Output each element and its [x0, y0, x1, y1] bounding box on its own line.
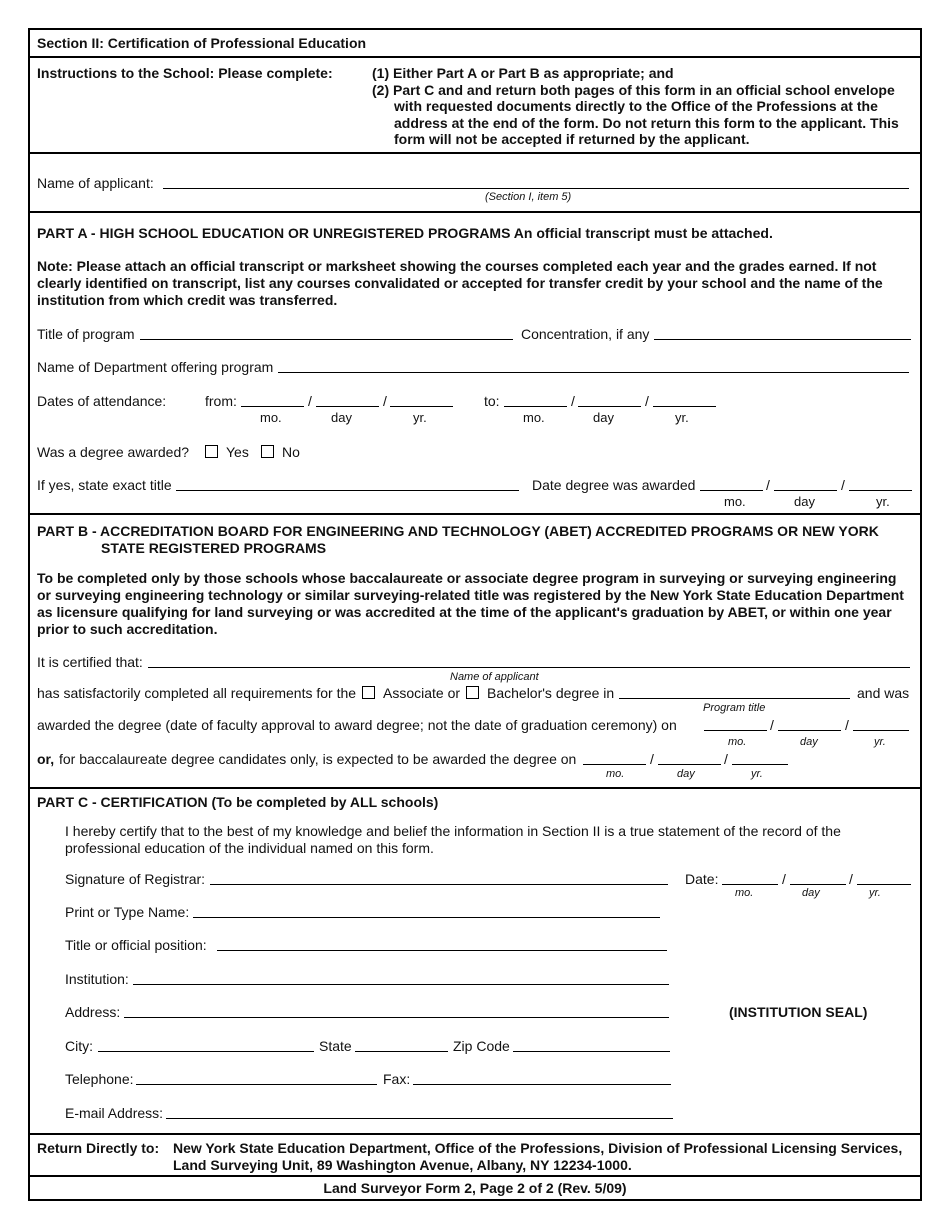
- state-label: State: [319, 1038, 352, 1054]
- and-was-text: and was: [857, 685, 910, 701]
- completed-text: has satisfactorily completed all requirements for the: [37, 685, 357, 701]
- date-separator: /: [308, 393, 312, 409]
- to-label: to:: [484, 393, 500, 409]
- part-b-paragraph: To be completed only by those schools whose baccalaureate or associate degree program in surveying or surveying engineering or surveying engineering technology or similar surveying-related title was registered by the New York State Education Department as licensure qualifying for land surveying or was accredited at the time of the applicant's graduation by ABET, or within one year prior to such accreditation.: [37, 570, 904, 637]
- certified-label: It is certified that:: [37, 654, 143, 670]
- date-awarded-label: Date degree was awarded: [532, 477, 696, 493]
- date-separator: /: [782, 871, 786, 887]
- b-awarded-day-field[interactable]: [778, 730, 841, 731]
- mo-caption: mo.: [724, 494, 746, 509]
- institution-field[interactable]: [133, 984, 669, 985]
- applicant-name-field[interactable]: [163, 188, 909, 189]
- or-text: or,: [37, 751, 55, 767]
- part-b-heading-line1: PART B - ACCREDITATION BOARD FOR ENGINEERING AND TECHNOLOGY (ABET) ACCREDITED PROGRAMS OR NEW YORK: [37, 523, 879, 539]
- yr-caption: yr.: [413, 410, 427, 425]
- divider: [28, 211, 922, 213]
- from-label: from:: [205, 393, 237, 409]
- department-label: Name of Department offering program: [37, 359, 274, 375]
- date-separator: /: [645, 393, 649, 409]
- day-caption: day: [794, 494, 815, 509]
- yr-caption: yr.: [874, 736, 886, 748]
- day-caption: day: [331, 410, 352, 425]
- day-caption: day: [677, 768, 695, 780]
- awarded-text: awarded the degree (date of faculty approval to award degree; not the date of graduation ceremony) on: [37, 717, 677, 733]
- yr-caption: yr.: [675, 410, 689, 425]
- concentration-field[interactable]: [654, 339, 911, 340]
- program-field[interactable]: [619, 698, 850, 699]
- concentration-label: Concentration, if any: [521, 326, 650, 342]
- no-checkbox[interactable]: [261, 445, 274, 458]
- mo-caption: mo.: [260, 410, 282, 425]
- institution-label: Institution:: [65, 971, 129, 987]
- date-separator: /: [650, 751, 654, 767]
- divider: [28, 513, 922, 515]
- to-day-field[interactable]: [578, 406, 641, 407]
- from-year-field[interactable]: [390, 406, 453, 407]
- day-caption: day: [802, 887, 820, 899]
- mo-caption: mo.: [606, 768, 625, 780]
- date-separator: /: [841, 477, 845, 493]
- position-label: Title or official position:: [65, 937, 207, 953]
- instruction-2-line2: with requested documents directly to the Office of the Professions at the: [394, 98, 878, 114]
- position-field[interactable]: [217, 950, 667, 951]
- divider: [28, 152, 922, 154]
- city-label: City:: [65, 1038, 93, 1054]
- state-field[interactable]: [355, 1051, 448, 1052]
- mo-caption: mo.: [728, 736, 747, 748]
- print-name-field[interactable]: [193, 917, 660, 918]
- print-name-label: Print or Type Name:: [65, 904, 190, 920]
- program-title-label: Title of program: [37, 326, 135, 342]
- certification-statement: I hereby certify that to the best of my knowledge and belief the information in Section II is a true statement of the record of the professional education of the individual named on this form.: [65, 823, 841, 856]
- fax-label: Fax:: [383, 1071, 411, 1087]
- signature-label: Signature of Registrar:: [65, 871, 206, 887]
- form-id: Land Surveyor Form 2, Page 2 of 2 (Rev. 5/09): [323, 1180, 627, 1196]
- from-day-field[interactable]: [316, 406, 379, 407]
- applicant-note: (Section I, item 5): [485, 191, 572, 203]
- instruction-2-line1: (2) Part C and and return both pages of this form in an official school envelope: [372, 82, 895, 98]
- date-separator: /: [571, 393, 575, 409]
- dates-label: Dates of attendance:: [37, 393, 167, 409]
- to-month-field[interactable]: [504, 406, 567, 407]
- instruction-2-line3: address at the end of the form. Do not return this form to the applicant. This: [394, 115, 899, 131]
- b-awarded-month-field[interactable]: [704, 730, 767, 731]
- email-label: E-mail Address:: [65, 1105, 164, 1121]
- return-label: Return Directly to:: [37, 1140, 160, 1156]
- mo-caption: mo.: [735, 887, 754, 899]
- expected-day-field[interactable]: [658, 764, 721, 765]
- date-separator: /: [845, 717, 849, 733]
- yes-label: Yes: [226, 444, 249, 460]
- c-date-day-field[interactable]: [790, 884, 846, 885]
- c-date-month-field[interactable]: [722, 884, 778, 885]
- telephone-label: Telephone:: [65, 1071, 134, 1087]
- yes-checkbox[interactable]: [205, 445, 218, 458]
- awarded-month-field[interactable]: [700, 490, 763, 491]
- date-separator: /: [724, 751, 728, 767]
- department-field[interactable]: [278, 372, 909, 373]
- no-label: No: [282, 444, 300, 460]
- exact-title-label: If yes, state exact title: [37, 477, 172, 493]
- bachelor-label: Bachelor's degree in: [487, 685, 615, 701]
- awarded-day-field[interactable]: [774, 490, 837, 491]
- expected-year-field[interactable]: [732, 764, 788, 765]
- yr-caption: yr.: [751, 768, 763, 780]
- divider: [28, 1175, 922, 1177]
- zip-field[interactable]: [513, 1051, 670, 1052]
- yr-caption: yr.: [876, 494, 890, 509]
- email-field[interactable]: [166, 1118, 673, 1119]
- expected-month-field[interactable]: [583, 764, 646, 765]
- part-a-note: Note: Please attach an official transcript or marksheet showing the courses completed each year and the grades earned. If not clearly identified on transcript, list any courses convalidated or accepted for transfer credit by your school and the name of the institution from which credit was transferred.: [37, 258, 883, 308]
- date-separator: /: [766, 477, 770, 493]
- awarded-year-field[interactable]: [849, 490, 912, 491]
- fax-field[interactable]: [413, 1084, 671, 1085]
- divider: [28, 1133, 922, 1135]
- certified-name-field[interactable]: [148, 667, 910, 668]
- city-field[interactable]: [98, 1051, 314, 1052]
- from-month-field[interactable]: [241, 406, 304, 407]
- degree-question: Was a degree awarded?: [37, 444, 190, 460]
- address-label: Address:: [65, 1004, 121, 1020]
- mo-caption: mo.: [523, 410, 545, 425]
- part-b-heading-line2: STATE REGISTERED PROGRAMS: [101, 540, 327, 556]
- name-caption: Name of applicant: [450, 671, 539, 683]
- zip-label: Zip Code: [453, 1038, 510, 1054]
- to-year-field[interactable]: [653, 406, 716, 407]
- institution-seal: (INSTITUTION SEAL): [729, 1004, 868, 1020]
- date-separator: /: [383, 393, 387, 409]
- address-field[interactable]: [124, 1017, 669, 1018]
- exact-title-field[interactable]: [176, 490, 519, 491]
- divider: [28, 56, 922, 58]
- date-separator: /: [849, 871, 853, 887]
- section-title: Section II: Certification of Professional Education: [37, 35, 367, 51]
- signature-field[interactable]: [210, 884, 668, 885]
- day-caption: day: [593, 410, 614, 425]
- instructions-label: Instructions to the School: Please complete:: [37, 65, 333, 81]
- divider: [28, 787, 922, 789]
- telephone-field[interactable]: [136, 1084, 377, 1085]
- part-c-heading: PART C - CERTIFICATION (To be completed by ALL schools): [37, 794, 439, 810]
- bachelor-checkbox[interactable]: [466, 686, 479, 699]
- program-caption: Program title: [703, 702, 766, 714]
- expected-text: for baccalaureate degree candidates only, is expected to be awarded the degree on: [59, 751, 577, 767]
- return-address-line1: New York State Education Department, Office of the Professions, Division of Professional Licensing Services,: [173, 1140, 903, 1156]
- instruction-2-line4: form will not be accepted if returned by the applicant.: [394, 131, 750, 147]
- c-date-year-field[interactable]: [857, 884, 911, 885]
- return-address-line2: Land Surveying Unit, 89 Washington Avenue, Albany, NY 12234-1000.: [173, 1157, 632, 1173]
- applicant-label: Name of applicant:: [37, 175, 154, 191]
- yr-caption: yr.: [869, 887, 881, 899]
- associate-checkbox[interactable]: [362, 686, 375, 699]
- day-caption: day: [800, 736, 818, 748]
- date-label: Date:: [685, 871, 719, 887]
- part-a-heading: PART A - HIGH SCHOOL EDUCATION OR UNREGISTERED PROGRAMS An official transcript must be attached.: [37, 225, 773, 241]
- b-awarded-year-field[interactable]: [853, 730, 909, 731]
- date-separator: /: [770, 717, 774, 733]
- associate-label: Associate or: [383, 685, 461, 701]
- instruction-1: (1) Either Part A or Part B as appropriate; and: [372, 65, 674, 81]
- program-title-field[interactable]: [140, 339, 513, 340]
